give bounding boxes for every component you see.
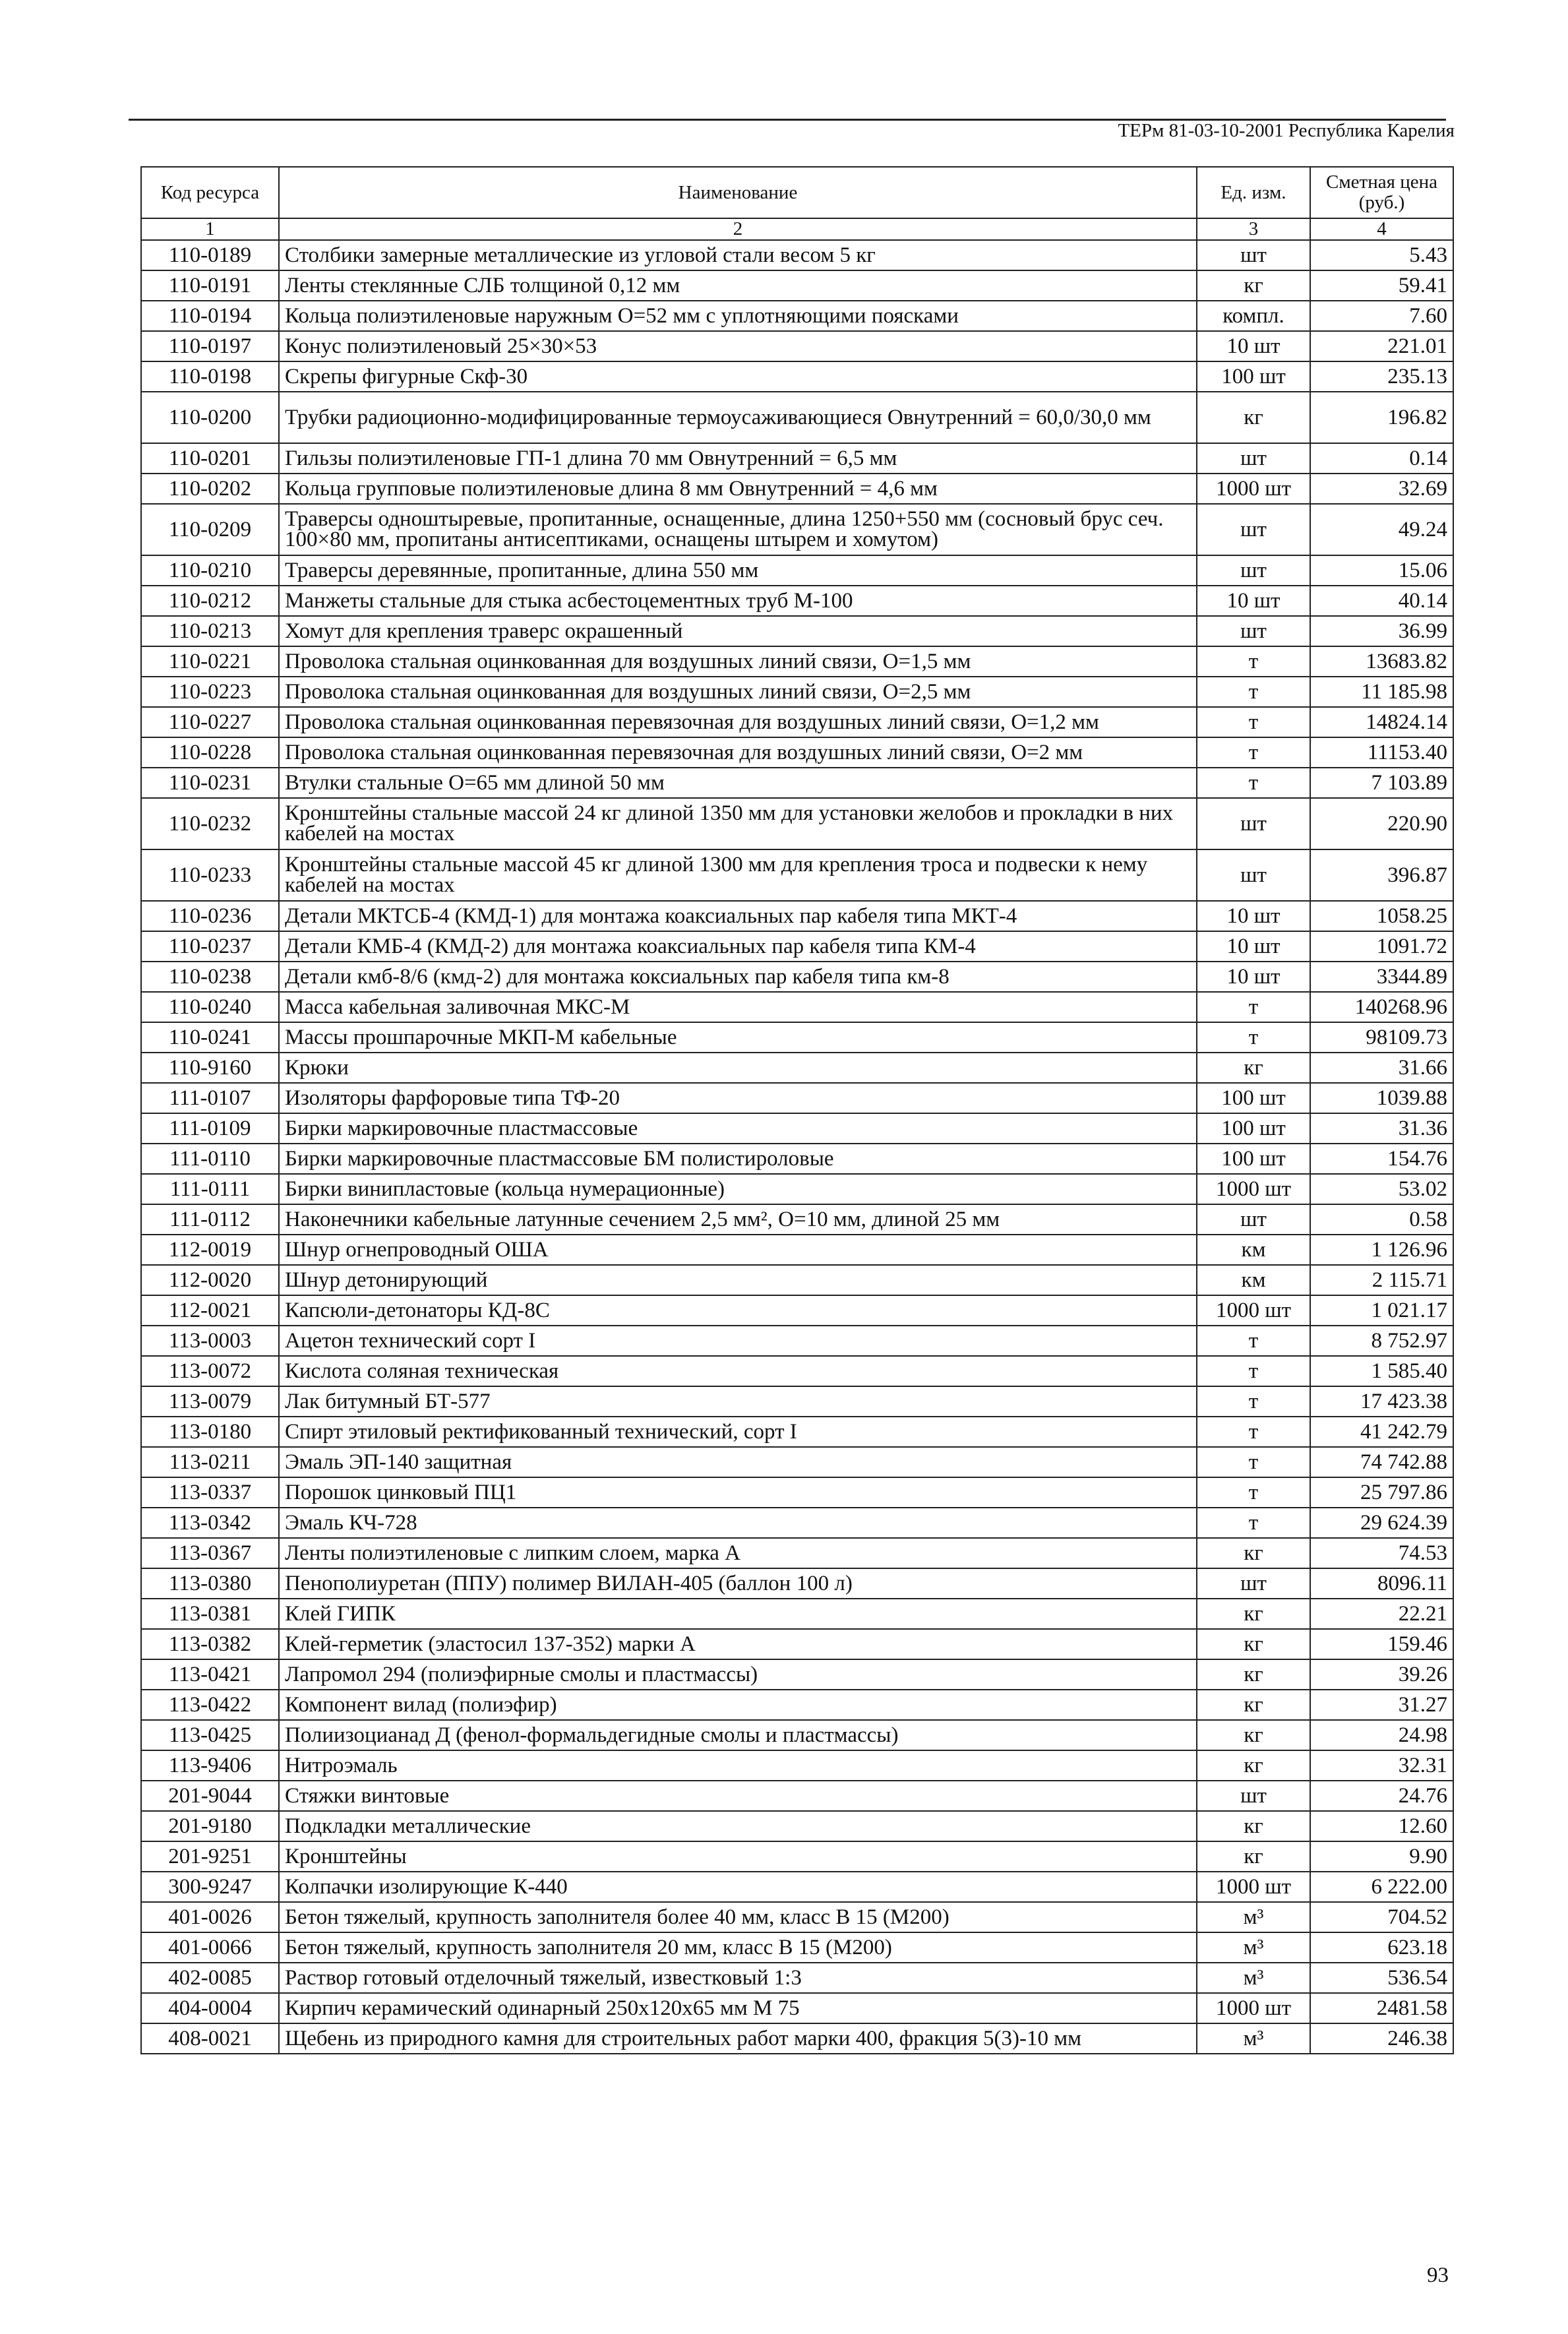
resource-name-cell: Подкладки металлические [279, 1811, 1197, 1841]
unit-cell: кг [1197, 270, 1310, 301]
resource-code-cell: 111-0109 [141, 1113, 279, 1144]
unit-cell: кг [1197, 1841, 1310, 1872]
price-cell: 7 103.89 [1310, 768, 1453, 798]
resource-code-cell: 113-0180 [141, 1417, 279, 1447]
column-number: 3 [1197, 218, 1310, 240]
price-cell: 154.76 [1310, 1144, 1453, 1174]
resource-name-cell: Наконечники кабельные латунные сечением 2,5 мм², O=10 мм, длиной 25 мм [279, 1204, 1197, 1235]
unit-cell: кг [1197, 1053, 1310, 1083]
unit-cell: кг [1197, 1690, 1310, 1720]
table-row [141, 1629, 1453, 1659]
price-cell: 14824.14 [1310, 707, 1453, 737]
table-row [141, 392, 1453, 443]
unit-cell: т [1197, 1326, 1310, 1356]
price-cell: 8 752.97 [1310, 1326, 1453, 1356]
resource-name-cell: Детали КМБ-4 (КМД-2) для монтажа коаксиальных пар кабеля типа КМ-4 [279, 931, 1197, 962]
resource-code-cell: 402-0085 [141, 1963, 279, 1993]
resource-code-cell: 110-0189 [141, 240, 279, 270]
resource-code-cell: 201-9180 [141, 1811, 279, 1841]
table-row [141, 1690, 1453, 1720]
unit-cell: шт [1197, 240, 1310, 270]
unit-cell: 10 шт [1197, 962, 1310, 992]
unit-cell: шт [1197, 616, 1310, 646]
unit-cell: 1000 шт [1197, 474, 1310, 504]
resource-code-cell: 113-0421 [141, 1659, 279, 1690]
resource-name-cell: Проволока стальная оцинкованная для воздушных линий связи, O=2,5 мм [279, 677, 1197, 707]
table-row [141, 1872, 1453, 1902]
price-cell: 396.87 [1310, 849, 1453, 901]
column-number: 4 [1310, 218, 1453, 240]
unit-cell: т [1197, 1477, 1310, 1508]
resource-name-cell: Эмаль ЭП-140 защитная [279, 1447, 1197, 1477]
resource-code-cell: 110-0200 [141, 392, 279, 443]
price-cell: 6 222.00 [1310, 1872, 1453, 1902]
price-cell: 22.21 [1310, 1599, 1453, 1629]
resource-code-cell: 113-0382 [141, 1629, 279, 1659]
resource-name-cell: Детали кмб-8/6 (кмд-2) для монтажа коксиальных пар кабеля типа км-8 [279, 962, 1197, 992]
unit-cell: шт [1197, 555, 1310, 586]
price-cell: 36.99 [1310, 616, 1453, 646]
resource-name-cell: Изоляторы фарфоровые типа ТФ-20 [279, 1083, 1197, 1113]
table-row [141, 586, 1453, 616]
table-row [141, 931, 1453, 962]
resource-code-cell: 113-0425 [141, 1720, 279, 1750]
resource-name-cell: Конус полиэтиленовый 25×30×53 [279, 331, 1197, 361]
table-row [141, 240, 1453, 270]
price-cell: 2481.58 [1310, 1993, 1453, 2023]
table-row [141, 1811, 1453, 1841]
resource-code-cell: 110-0209 [141, 504, 279, 555]
unit-cell: шт [1197, 504, 1310, 555]
unit-cell: кг [1197, 1811, 1310, 1841]
table-row [141, 1022, 1453, 1053]
unit-cell: компл. [1197, 301, 1310, 331]
table-row [141, 768, 1453, 798]
resource-code-cell: 110-0202 [141, 474, 279, 504]
resource-code-cell: 110-0227 [141, 707, 279, 737]
resource-name-cell: Кронштейны [279, 1841, 1197, 1872]
resource-name-cell: Стяжки винтовые [279, 1781, 1197, 1811]
column-number: 2 [279, 218, 1197, 240]
resource-code-cell: 110-0201 [141, 443, 279, 474]
resource-name-cell: Трубки радиоционно-модифицированные термоусаживающиеся Oвнутренний = 60,0/30,0 мм [279, 392, 1197, 443]
table-row [141, 1447, 1453, 1477]
resource-code-cell: 110-0237 [141, 931, 279, 962]
page-number: 93 [1427, 2263, 1449, 2287]
resource-name-cell: Крюки [279, 1053, 1197, 1083]
unit-cell: т [1197, 1386, 1310, 1417]
price-cell: 9.90 [1310, 1841, 1453, 1872]
resource-code-cell: 110-0228 [141, 737, 279, 768]
table-row [141, 737, 1453, 768]
resource-name-cell: Ленты полиэтиленовые с липким слоем, марка А [279, 1538, 1197, 1568]
table-row [141, 504, 1453, 555]
table-row [141, 1083, 1453, 1113]
resource-name-cell: Кольца групповые полиэтиленовые длина 8 мм Oвнутренний = 4,6 мм [279, 474, 1197, 504]
price-cell: 220.90 [1310, 798, 1453, 849]
price-cell: 246.38 [1310, 2023, 1453, 2054]
table-row [141, 1508, 1453, 1538]
resource-name-cell: Клей-герметик (эластосил 137-352) марки А [279, 1629, 1197, 1659]
price-cell: 221.01 [1310, 331, 1453, 361]
resource-name-cell: Бирки маркировочные пластмассовые БМ полистироловые [279, 1144, 1197, 1174]
resource-code-cell: 110-0238 [141, 962, 279, 992]
unit-cell: шт [1197, 1781, 1310, 1811]
price-cell: 1058.25 [1310, 901, 1453, 931]
table-row [141, 555, 1453, 586]
price-cell: 29 624.39 [1310, 1508, 1453, 1538]
price-cell: 3344.89 [1310, 962, 1453, 992]
price-cell: 8096.11 [1310, 1568, 1453, 1599]
resource-name-cell: Колпачки изолирующие К-440 [279, 1872, 1197, 1902]
column-header-name: Наименование [279, 167, 1197, 218]
resource-name-cell: Лапромол 294 (полиэфирные смолы и пластмассы) [279, 1659, 1197, 1690]
table-row [141, 1204, 1453, 1235]
resource-name-cell: Лак битумный БТ-577 [279, 1386, 1197, 1417]
table-row [141, 361, 1453, 392]
resource-name-cell: Гильзы полиэтиленовые ГП-1 длина 70 мм Oвнутренний = 6,5 мм [279, 443, 1197, 474]
resource-name-cell: Капсюли-детонаторы КД-8С [279, 1295, 1197, 1326]
table-row [141, 1841, 1453, 1872]
document-header-title: ТЕРм 81-03-10-2001 Республика Карелия [1118, 120, 1455, 141]
table-row [141, 1265, 1453, 1295]
resource-name-cell: Кронштейны стальные массой 24 кг длиной 1350 мм для установки желобов и прокладки в них кабелей на мостах [279, 798, 1197, 849]
resource-code-cell: 111-0110 [141, 1144, 279, 1174]
resource-name-cell: Пенополиуретан (ППУ) полимер ВИЛАН-405 (баллон 100 л) [279, 1568, 1197, 1599]
price-cell: 31.66 [1310, 1053, 1453, 1083]
table-row [141, 1902, 1453, 1932]
unit-cell: 10 шт [1197, 931, 1310, 962]
unit-cell: 100 шт [1197, 1144, 1310, 1174]
table-row [141, 646, 1453, 677]
resource-code-cell: 404-0004 [141, 1993, 279, 2023]
unit-cell: кг [1197, 1538, 1310, 1568]
price-cell: 1 021.17 [1310, 1295, 1453, 1326]
unit-cell: кг [1197, 1629, 1310, 1659]
table-row [141, 301, 1453, 331]
unit-cell: 10 шт [1197, 901, 1310, 931]
unit-cell: т [1197, 646, 1310, 677]
unit-cell: 10 шт [1197, 586, 1310, 616]
unit-cell: м³ [1197, 1963, 1310, 1993]
unit-cell: 10 шт [1197, 331, 1310, 361]
resource-name-cell: Манжеты стальные для стыка асбестоцементных труб М-100 [279, 586, 1197, 616]
header-divider [129, 119, 1446, 121]
price-cell: 25 797.86 [1310, 1477, 1453, 1508]
table-row [141, 901, 1453, 931]
price-cell: 40.14 [1310, 586, 1453, 616]
resource-name-cell: Шнур детонирующий [279, 1265, 1197, 1295]
unit-cell: 100 шт [1197, 361, 1310, 392]
resource-name-cell: Масса кабельная заливочная МКС-М [279, 992, 1197, 1022]
resource-code-cell: 408-0021 [141, 2023, 279, 2054]
price-cell: 15.06 [1310, 555, 1453, 586]
unit-cell: м³ [1197, 1932, 1310, 1963]
price-cell: 24.98 [1310, 1720, 1453, 1750]
table-row [141, 1235, 1453, 1265]
resource-name-cell: Бирки маркировочные пластмассовые [279, 1113, 1197, 1144]
resource-name-cell: Шнур огнепроводный ОША [279, 1235, 1197, 1265]
unit-cell: шт [1197, 443, 1310, 474]
table-row [141, 707, 1453, 737]
resource-code-cell: 111-0111 [141, 1174, 279, 1204]
price-cell: 7.60 [1310, 301, 1453, 331]
unit-cell: т [1197, 737, 1310, 768]
table-row [141, 1295, 1453, 1326]
resource-code-cell: 110-0236 [141, 901, 279, 931]
price-cell: 31.27 [1310, 1690, 1453, 1720]
unit-cell: 100 шт [1197, 1113, 1310, 1144]
unit-cell: 1000 шт [1197, 1993, 1310, 2023]
resource-name-cell: Проволока стальная оцинкованная перевязочная для воздушных линий связи, O=2 мм [279, 737, 1197, 768]
price-cell: 1 585.40 [1310, 1356, 1453, 1386]
price-cell: 0.58 [1310, 1204, 1453, 1235]
table-row [141, 1659, 1453, 1690]
table-row [141, 1477, 1453, 1508]
resource-code-cell: 113-0079 [141, 1386, 279, 1417]
resource-code-cell: 110-0221 [141, 646, 279, 677]
resource-code-cell: 110-0212 [141, 586, 279, 616]
resource-name-cell: Порошок цинковый ПЦ1 [279, 1477, 1197, 1508]
unit-cell: 1000 шт [1197, 1295, 1310, 1326]
table-row [141, 270, 1453, 301]
resource-code-cell: 113-0380 [141, 1568, 279, 1599]
unit-cell: т [1197, 1508, 1310, 1538]
column-header-price: Сметная цена (руб.) [1310, 167, 1453, 218]
unit-cell: т [1197, 1447, 1310, 1477]
resource-code-cell: 112-0019 [141, 1235, 279, 1265]
table-row [141, 474, 1453, 504]
unit-cell: т [1197, 768, 1310, 798]
table-row [141, 443, 1453, 474]
resource-name-cell: Массы прошпарочные МКП-М кабельные [279, 1022, 1197, 1053]
table-row [141, 1053, 1453, 1083]
resource-code-cell: 110-0213 [141, 616, 279, 646]
table-row [141, 962, 1453, 992]
resource-code-cell: 111-0112 [141, 1204, 279, 1235]
price-cell: 32.31 [1310, 1750, 1453, 1781]
resource-code-cell: 113-0342 [141, 1508, 279, 1538]
resource-code-cell: 113-0367 [141, 1538, 279, 1568]
resource-name-cell: Компонент вилад (полиэфир) [279, 1690, 1197, 1720]
unit-cell: км [1197, 1265, 1310, 1295]
price-cell: 41 242.79 [1310, 1417, 1453, 1447]
price-cell: 2 115.71 [1310, 1265, 1453, 1295]
resource-name-cell: Полиизоцианад Д (фенол-формальдегидные смолы и пластмассы) [279, 1720, 1197, 1750]
unit-cell: м³ [1197, 1902, 1310, 1932]
table-row [141, 1538, 1453, 1568]
resource-code-cell: 110-0210 [141, 555, 279, 586]
column-header-unit: Ед. изм. [1197, 167, 1310, 218]
unit-cell: шт [1197, 1204, 1310, 1235]
unit-cell: т [1197, 1417, 1310, 1447]
resource-code-cell: 110-0233 [141, 849, 279, 901]
unit-cell: т [1197, 677, 1310, 707]
table-row [141, 1781, 1453, 1811]
table-row [141, 849, 1453, 901]
resource-name-cell: Скрепы фигурные Скф-30 [279, 361, 1197, 392]
resource-code-cell: 201-9251 [141, 1841, 279, 1872]
resource-name-cell: Спирт этиловый ректификованный технический, сорт I [279, 1417, 1197, 1447]
resource-name-cell: Нитроэмаль [279, 1750, 1197, 1781]
resource-code-cell: 401-0026 [141, 1902, 279, 1932]
price-cell: 17 423.38 [1310, 1386, 1453, 1417]
unit-cell: кг [1197, 1659, 1310, 1690]
table-row [141, 992, 1453, 1022]
price-cell: 1 126.96 [1310, 1235, 1453, 1265]
unit-cell: 100 шт [1197, 1083, 1310, 1113]
price-cell: 0.14 [1310, 443, 1453, 474]
resource-code-cell: 110-0198 [141, 361, 279, 392]
price-cell: 12.60 [1310, 1811, 1453, 1841]
table-row [141, 1599, 1453, 1629]
resource-code-cell: 110-0232 [141, 798, 279, 849]
price-cell: 704.52 [1310, 1902, 1453, 1932]
resource-name-cell: Бетон тяжелый, крупность заполнителя 20 мм, класс В 15 (М200) [279, 1932, 1197, 1963]
column-number: 1 [141, 218, 279, 240]
resource-code-cell: 113-9406 [141, 1750, 279, 1781]
resource-name-cell: Кислота соляная техническая [279, 1356, 1197, 1386]
resource-code-cell: 113-0003 [141, 1326, 279, 1356]
resource-name-cell: Детали МКТСБ-4 (КМД-1) для монтажа коаксиальных пар кабеля типа МКТ-4 [279, 901, 1197, 931]
table-row [141, 677, 1453, 707]
unit-cell: т [1197, 1356, 1310, 1386]
resource-code-cell: 113-0381 [141, 1599, 279, 1629]
table-row [141, 1144, 1453, 1174]
table-row [141, 331, 1453, 361]
unit-cell: т [1197, 992, 1310, 1022]
resource-code-cell: 110-0241 [141, 1022, 279, 1053]
resource-name-cell: Эмаль КЧ-728 [279, 1508, 1197, 1538]
price-cell: 1039.88 [1310, 1083, 1453, 1113]
price-cell: 13683.82 [1310, 646, 1453, 677]
unit-cell: кг [1197, 1599, 1310, 1629]
resource-code-cell: 111-0107 [141, 1083, 279, 1113]
table-row [141, 1720, 1453, 1750]
unit-cell: км [1197, 1235, 1310, 1265]
unit-cell: шт [1197, 798, 1310, 849]
resource-name-cell: Хомут для крепления траверс окрашенный [279, 616, 1197, 646]
price-cell: 31.36 [1310, 1113, 1453, 1144]
resource-code-cell: 110-0240 [141, 992, 279, 1022]
table-row [141, 2023, 1453, 2054]
resource-code-cell: 110-0191 [141, 270, 279, 301]
price-cell: 74.53 [1310, 1538, 1453, 1568]
table-row [141, 798, 1453, 849]
resource-code-cell: 112-0020 [141, 1265, 279, 1295]
resource-name-cell: Раствор готовый отделочный тяжелый, известковый 1:3 [279, 1963, 1197, 1993]
price-cell: 1091.72 [1310, 931, 1453, 962]
resource-code-cell: 113-0211 [141, 1447, 279, 1477]
price-cell: 196.82 [1310, 392, 1453, 443]
table-row [141, 1963, 1453, 1993]
unit-cell: м³ [1197, 2023, 1310, 2054]
table-row [141, 1356, 1453, 1386]
price-cell: 24.76 [1310, 1781, 1453, 1811]
unit-cell: т [1197, 1022, 1310, 1053]
resource-name-cell: Бирки винипластовые (кольца нумерационные) [279, 1174, 1197, 1204]
unit-cell: кг [1197, 1750, 1310, 1781]
price-cell: 536.54 [1310, 1963, 1453, 1993]
price-cell: 49.24 [1310, 504, 1453, 555]
unit-cell: 1000 шт [1197, 1872, 1310, 1902]
table-row [141, 1113, 1453, 1144]
resource-name-cell: Кронштейны стальные массой 45 кг длиной 1300 мм для крепления троса и подвески к нему кабелей на мостах [279, 849, 1197, 901]
resource-code-cell: 113-0337 [141, 1477, 279, 1508]
resource-name-cell: Ацетон технический сорт I [279, 1326, 1197, 1356]
resource-code-cell: 113-0072 [141, 1356, 279, 1386]
table-row [141, 1386, 1453, 1417]
column-header-code: Код ресурса [141, 167, 279, 218]
resource-name-cell: Проволока стальная оцинкованная перевязочная для воздушных линий связи, O=1,2 мм [279, 707, 1197, 737]
resource-code-cell: 110-0231 [141, 768, 279, 798]
table-row [141, 1417, 1453, 1447]
price-cell: 39.26 [1310, 1659, 1453, 1690]
unit-cell: шт [1197, 849, 1310, 901]
resource-name-cell: Траверсы одноштыревые, пропитанные, оснащенные, длина 1250+550 мм (сосновый брус сеч. 100×80 мм, пропитаны антисептиками, оснащены штырем и хомутом) [279, 504, 1197, 555]
table-header-row [141, 167, 1453, 218]
resource-name-cell: Проволока стальная оцинкованная для воздушных линий связи, O=1,5 мм [279, 646, 1197, 677]
resource-name-cell: Щебень из природного камня для строительных работ марки 400, фракция 5(3)-10 мм [279, 2023, 1197, 2054]
resource-name-cell: Ленты стеклянные СЛБ толщиной 0,12 мм [279, 270, 1197, 301]
price-cell: 53.02 [1310, 1174, 1453, 1204]
price-cell: 74 742.88 [1310, 1447, 1453, 1477]
resource-name-cell: Столбики замерные металлические из угловой стали весом 5 кг [279, 240, 1197, 270]
price-cell: 5.43 [1310, 240, 1453, 270]
price-cell: 623.18 [1310, 1932, 1453, 1963]
table-row [141, 1750, 1453, 1781]
unit-cell: кг [1197, 392, 1310, 443]
unit-cell: шт [1197, 1568, 1310, 1599]
table-row [141, 1993, 1453, 2023]
resource-code-cell: 110-0197 [141, 331, 279, 361]
table-row [141, 1932, 1453, 1963]
resource-code-cell: 401-0066 [141, 1932, 279, 1963]
resource-name-cell: Кирпич керамический одинарный 250х120х65 мм М 75 [279, 1993, 1197, 2023]
resource-name-cell: Траверсы деревянные, пропитанные, длина 550 мм [279, 555, 1197, 586]
resource-code-cell: 110-0194 [141, 301, 279, 331]
price-cell: 11153.40 [1310, 737, 1453, 768]
resource-code-cell: 110-0223 [141, 677, 279, 707]
price-cell: 98109.73 [1310, 1022, 1453, 1053]
unit-cell: кг [1197, 1720, 1310, 1750]
resource-name-cell: Бетон тяжелый, крупность заполнителя более 40 мм, класс В 15 (М200) [279, 1902, 1197, 1932]
resource-code-cell: 201-9044 [141, 1781, 279, 1811]
price-cell: 11 185.98 [1310, 677, 1453, 707]
price-cell: 159.46 [1310, 1629, 1453, 1659]
resource-code-cell: 300-9247 [141, 1872, 279, 1902]
resource-price-table [140, 166, 1454, 2054]
unit-cell: 1000 шт [1197, 1174, 1310, 1204]
table-row [141, 1568, 1453, 1599]
unit-cell: т [1197, 707, 1310, 737]
column-number-row [141, 218, 1453, 240]
resource-name-cell: Кольца полиэтиленовые наружным O=52 мм с уплотняющими поясками [279, 301, 1197, 331]
resource-code-cell: 112-0021 [141, 1295, 279, 1326]
price-cell: 235.13 [1310, 361, 1453, 392]
resource-name-cell: Втулки стальные O=65 мм длиной 50 мм [279, 768, 1197, 798]
price-cell: 32.69 [1310, 474, 1453, 504]
resource-code-cell: 113-0422 [141, 1690, 279, 1720]
resource-name-cell: Клей ГИПК [279, 1599, 1197, 1629]
price-cell: 140268.96 [1310, 992, 1453, 1022]
table-row [141, 616, 1453, 646]
price-cell: 59.41 [1310, 270, 1453, 301]
resource-code-cell: 110-9160 [141, 1053, 279, 1083]
table-row [141, 1326, 1453, 1356]
table-row [141, 1174, 1453, 1204]
